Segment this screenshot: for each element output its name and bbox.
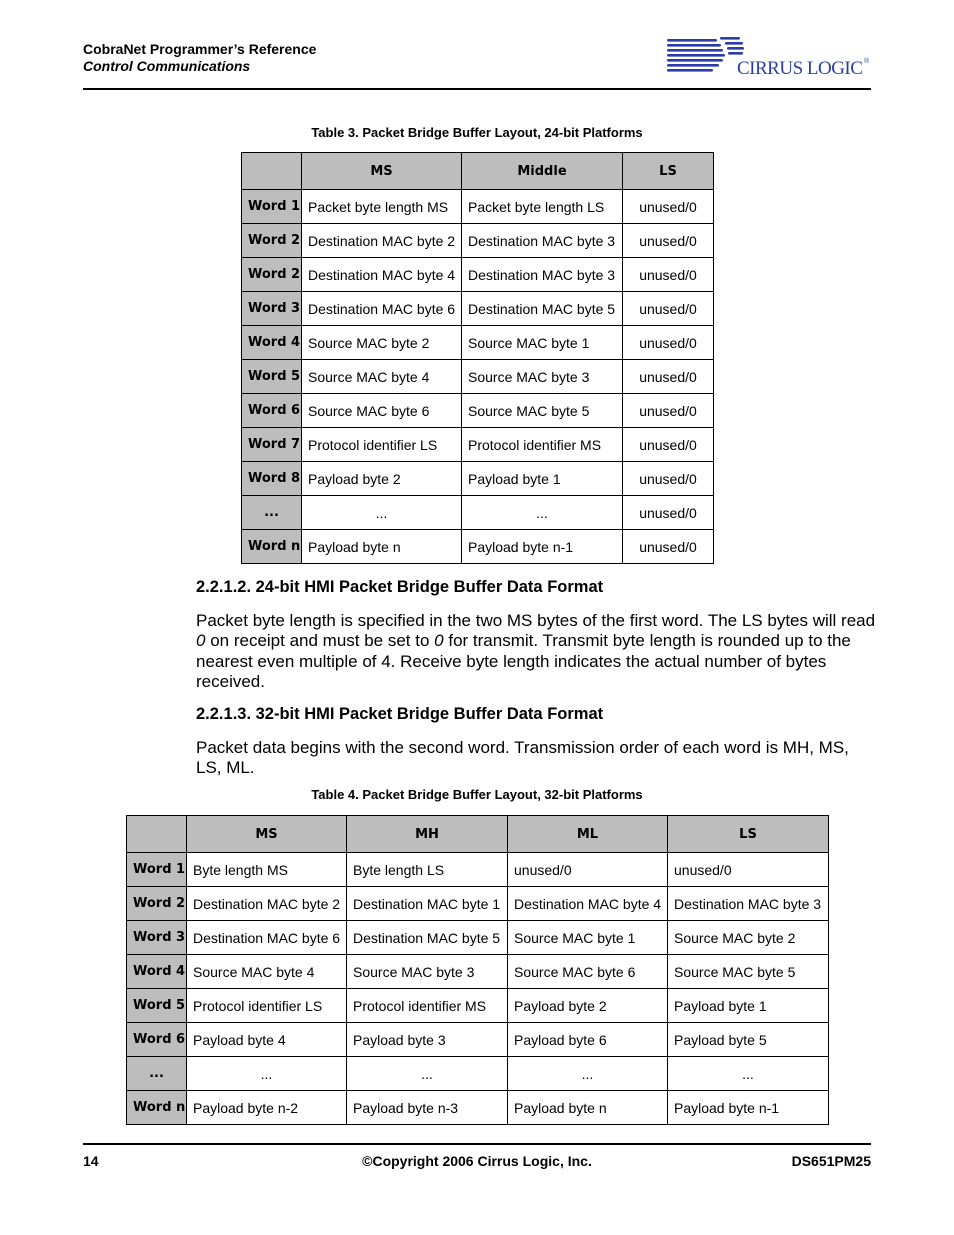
table-cell: Protocol identifier LS (302, 428, 462, 462)
table-row (242, 326, 714, 360)
row-header-word: ... (127, 1057, 187, 1091)
table-cell: unused/0 (623, 428, 714, 462)
row-header-word: Word 1 (127, 853, 187, 887)
table-cell: Source MAC byte 6 (508, 955, 668, 989)
table4-corner-cell (127, 816, 187, 853)
table-row (242, 258, 714, 292)
row-header-word: Word 8 (242, 462, 302, 496)
table-cell: Source MAC byte 2 (302, 326, 462, 360)
table-row (242, 224, 714, 258)
row-header-word: Word 2 (242, 224, 302, 258)
footer-copyright: ©Copyright 2006 Cirrus Logic, Inc. (362, 1153, 592, 1169)
table-cell: Destination MAC byte 3 (462, 224, 623, 258)
table-cell: Source MAC byte 3 (347, 955, 508, 989)
table-cell: Destination MAC byte 2 (302, 224, 462, 258)
row-header-word: Word 4 (127, 955, 187, 989)
para-zero: 0 (434, 631, 444, 651)
table-cell: unused/0 (508, 853, 668, 887)
section-2-2-1-2-heading: 2.2.1.2. 24-bit HMI Packet Bridge Buffer Data Format (196, 578, 604, 596)
row-header-word: Word 3 (127, 921, 187, 955)
table-cell: Source MAC byte 5 (668, 955, 829, 989)
table-cell: Payload byte 1 (668, 989, 829, 1023)
table-cell: Protocol identifier LS (187, 989, 347, 1023)
table-cell: Source MAC byte 6 (302, 394, 462, 428)
table-row (242, 428, 714, 462)
table-row (242, 292, 714, 326)
table-cell: Destination MAC byte 4 (508, 887, 668, 921)
row-header-word: Word 2 (127, 887, 187, 921)
table-cell: Byte length LS (347, 853, 508, 887)
table-cell: Packet byte length MS (302, 190, 462, 224)
table-cell: unused/0 (623, 360, 714, 394)
table-row (242, 394, 714, 428)
table-cell: Payload byte n (508, 1091, 668, 1125)
row-header-word: Word 3 (242, 292, 302, 326)
running-header-subtitle: Control Communications (83, 58, 251, 74)
table-cell: Destination MAC byte 6 (302, 292, 462, 326)
table4-col-header: ML (508, 816, 668, 853)
table-cell: unused/0 (623, 496, 714, 530)
header-rule (83, 88, 871, 90)
table-cell: ... (508, 1057, 668, 1091)
table-row (242, 530, 714, 564)
table-cell: unused/0 (623, 224, 714, 258)
table4-col-header: MS (187, 816, 347, 853)
table-cell: unused/0 (623, 394, 714, 428)
running-header-title: CobraNet Programmer’s Reference (83, 41, 317, 57)
table-cell: unused/0 (623, 190, 714, 224)
section-2-2-1-2-paragraph (196, 611, 876, 692)
section-2-2-1-3-heading: 2.2.1.3. 32-bit HMI Packet Bridge Buffer Data Format (196, 705, 604, 723)
table-cell: ... (302, 496, 462, 530)
para-text: on receipt and must be set to (205, 631, 435, 651)
table-row (127, 1057, 829, 1091)
table-cell: Protocol identifier MS (347, 989, 508, 1023)
table-cell: ... (187, 1057, 347, 1091)
table-cell: Byte length MS (187, 853, 347, 887)
table-cell: Source MAC byte 4 (187, 955, 347, 989)
table-cell: Destination MAC byte 3 (668, 887, 829, 921)
table3-col-header: Middle (462, 153, 623, 190)
table-cell: ... (462, 496, 623, 530)
table3-corner-cell (242, 153, 302, 190)
table-row (127, 887, 829, 921)
table-cell: Payload byte 1 (462, 462, 623, 496)
table-cell: Destination MAC byte 1 (347, 887, 508, 921)
table-cell: Destination MAC byte 5 (462, 292, 623, 326)
table-cell: Source MAC byte 3 (462, 360, 623, 394)
table-row (242, 496, 714, 530)
table-row (242, 360, 714, 394)
table-cell: unused/0 (623, 292, 714, 326)
footer-rule (83, 1143, 871, 1145)
table-row (127, 955, 829, 989)
page-number: 14 (83, 1153, 99, 1169)
table-cell: Destination MAC byte 3 (462, 258, 623, 292)
table-cell: Packet byte length LS (462, 190, 623, 224)
table-cell: unused/0 (668, 853, 829, 887)
table-cell: Source MAC byte 1 (462, 326, 623, 360)
para-zero: 0 (196, 631, 206, 651)
table-cell: Source MAC byte 5 (462, 394, 623, 428)
row-header-word: Word 5 (127, 989, 187, 1023)
table-cell: Payload byte n-1 (668, 1091, 829, 1125)
table4-caption: Table 4. Packet Bridge Buffer Layout, 32-bit Platforms (311, 787, 643, 802)
table-row (127, 1023, 829, 1057)
table-cell: ... (347, 1057, 508, 1091)
table-cell: unused/0 (623, 462, 714, 496)
table-cell: Destination MAC byte 5 (347, 921, 508, 955)
table-row (242, 190, 714, 224)
cirrus-logic-logo (665, 33, 875, 81)
table4-col-header: LS (668, 816, 829, 853)
table4-packet-bridge-32bit (126, 815, 829, 1125)
table-cell: Source MAC byte 2 (668, 921, 829, 955)
logo-registered-mark: ® (864, 58, 870, 65)
table-cell: Payload byte n (302, 530, 462, 564)
row-header-word: Word 7 (242, 428, 302, 462)
table4-col-header: MH (347, 816, 508, 853)
table-cell: unused/0 (623, 326, 714, 360)
para-text: for transmit. Transmit byte length is rounded up to the nearest even multiple of 4. Receive byte length indicates the actual number of bytes received. (196, 631, 851, 691)
table-cell: ... (668, 1057, 829, 1091)
table-row (127, 989, 829, 1023)
table-cell: Payload byte 6 (508, 1023, 668, 1057)
row-header-word: Word n (242, 530, 302, 564)
table-row (127, 1091, 829, 1125)
row-header-word: Word 1 (242, 190, 302, 224)
para-text: Packet byte length is specified in the two MS bytes of the first word. The LS bytes will read (196, 611, 876, 630)
table-cell: Destination MAC byte 4 (302, 258, 462, 292)
table-row (242, 462, 714, 496)
row-header-word: Word 6 (242, 394, 302, 428)
table-cell: Destination MAC byte 6 (187, 921, 347, 955)
table-cell: Payload byte 2 (302, 462, 462, 496)
table-cell: Payload byte n-3 (347, 1091, 508, 1125)
table-cell: Payload byte n-2 (187, 1091, 347, 1125)
table3-caption: Table 3. Packet Bridge Buffer Layout, 24-bit Platforms (311, 125, 643, 140)
row-header-word: Word 2 (242, 258, 302, 292)
table3-col-header: LS (623, 153, 714, 190)
table-cell: Payload byte 2 (508, 989, 668, 1023)
table-cell: Protocol identifier MS (462, 428, 623, 462)
logo-wordmark: CIRRUS LOGIC (737, 58, 863, 79)
table-cell: Payload byte 5 (668, 1023, 829, 1057)
row-header-word: Word 5 (242, 360, 302, 394)
row-header-word: Word 6 (127, 1023, 187, 1057)
row-header-word: Word 4 (242, 326, 302, 360)
table-cell: Payload byte n-1 (462, 530, 623, 564)
table-cell: Payload byte 3 (347, 1023, 508, 1057)
table-cell: unused/0 (623, 258, 714, 292)
section-2-2-1-3-paragraph: Packet data begins with the second word. Transmission order of each word is MH, MS, LS, ML. (196, 738, 849, 778)
table3-col-header: MS (302, 153, 462, 190)
footer-doc-id: DS651PM25 (791, 1153, 871, 1169)
table-row (127, 921, 829, 955)
table3-packet-bridge-24bit (241, 152, 714, 564)
table-cell: Source MAC byte 1 (508, 921, 668, 955)
row-header-word: Word n (127, 1091, 187, 1125)
row-header-word: ... (242, 496, 302, 530)
table-row (127, 853, 829, 887)
table-cell: Payload byte 4 (187, 1023, 347, 1057)
table-cell: Source MAC byte 4 (302, 360, 462, 394)
table-cell: unused/0 (623, 530, 714, 564)
table-cell: Destination MAC byte 2 (187, 887, 347, 921)
